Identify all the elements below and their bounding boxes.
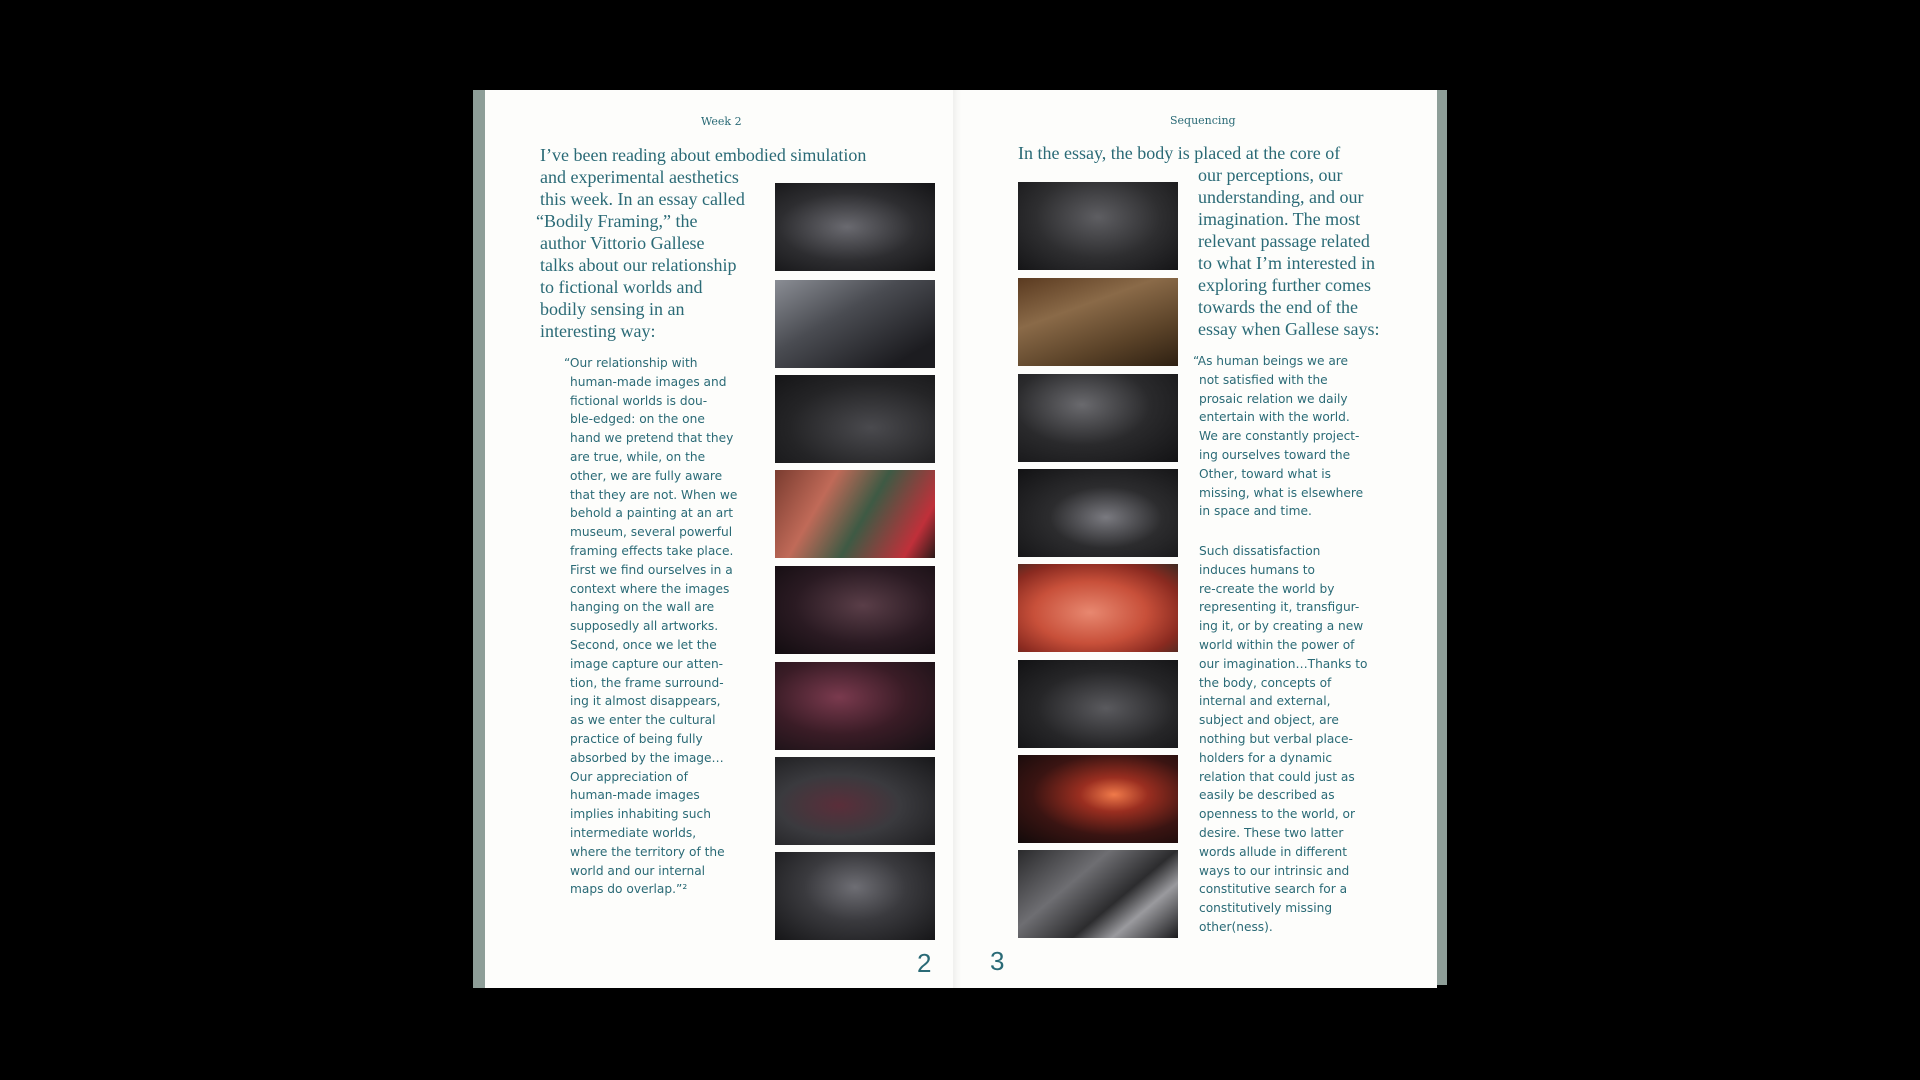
left-intro-first-line: I’ve been reading about embodied simulation [540, 145, 867, 165]
right-intro-line: towards the end of the [1198, 297, 1358, 317]
gutter [953, 90, 961, 988]
running-head-left: Week 2 [701, 115, 742, 128]
right-intro-line: our perceptions, our [1198, 165, 1343, 185]
film-still [1018, 278, 1178, 366]
left-intro-line: and experimental aesthetics [540, 167, 739, 187]
left-intro-line: bodily sensing in an [540, 299, 685, 319]
film-still [775, 183, 935, 271]
running-head-right: Sequencing [1170, 114, 1236, 127]
film-still [775, 375, 935, 463]
film-still [775, 566, 935, 654]
page-number-left: 2 [917, 948, 932, 978]
right-intro-line: relevant passage related [1198, 231, 1370, 251]
right-intro-first-line: In the essay, the body is placed at the core of [1018, 143, 1341, 163]
right-intro-line: exploring further comes [1198, 275, 1371, 295]
book-spread [473, 90, 1453, 988]
film-still [775, 852, 935, 940]
film-still [775, 757, 935, 845]
right-intro-line: imagination. The most [1198, 209, 1361, 229]
film-still [1018, 469, 1178, 557]
film-still [775, 470, 935, 558]
page-number-right: 3 [990, 946, 1005, 976]
right-intro-line: to what I’m interested in [1198, 253, 1375, 273]
right-intro-line: understanding, and our [1198, 187, 1364, 207]
left-intro-line: “Bodily Framing,” the [536, 211, 698, 231]
film-still [775, 662, 935, 750]
left-intro-line: to fictional worlds and [540, 277, 703, 297]
left-intro-line: interesting way: [540, 321, 656, 341]
film-still [1018, 182, 1178, 270]
left-intro-line: author Vittorio Gallese [540, 233, 705, 253]
film-still [775, 280, 935, 368]
film-still [1018, 850, 1178, 938]
left-quote: “Our relationship with human-made images and fictional worlds is dou- ble-edged: on the one hand we pretend that they are true, while, on the other, we are fully aware that they are not. When we behold a painting at an art museum, several powerful framing effects take place. First we find ourselves in a context where the images hanging on the wall are supposedly all artworks. Second, once we let the image capture our atten- tion, the frame surround- ing it almost disappears, as we enter the cultural practice of being fully absorbed by the image… Our appreciation of human-made images implies inhabiting such intermediate worlds, where the territory of the world and our internal maps do overlap.”² [564, 356, 738, 897]
film-still [1018, 755, 1178, 843]
film-still [1018, 374, 1178, 462]
film-still [1018, 564, 1178, 652]
right-quote-paragraph-2: Such dissatisfaction induces humans to re-create the world by representing it, transfigur- ing it, or by creating a new world within the power of our imagination…Thanks to the body, concepts of internal and external, subject and object, are nothing but verbal place- holders for a dynamic relation that could just as easily be described as openness to the world, or desire. These two latter words allude in different ways to our intrinsic and constitutive search for a constitutively missing other(ness). [1199, 544, 1368, 934]
right-intro-line: essay when Gallese says: [1198, 319, 1380, 339]
right-quote-paragraph-1: “As human beings we are not satisfied with the prosaic relation we daily entertain with the world. We are constantly project- ing ourselves toward the Other, toward what is missing, what is elsewhere in space and time. [1193, 354, 1364, 519]
film-still [1018, 660, 1178, 748]
left-intro-line: this week. In an essay called [540, 189, 745, 209]
left-intro-line: talks about our relationship [540, 255, 737, 275]
